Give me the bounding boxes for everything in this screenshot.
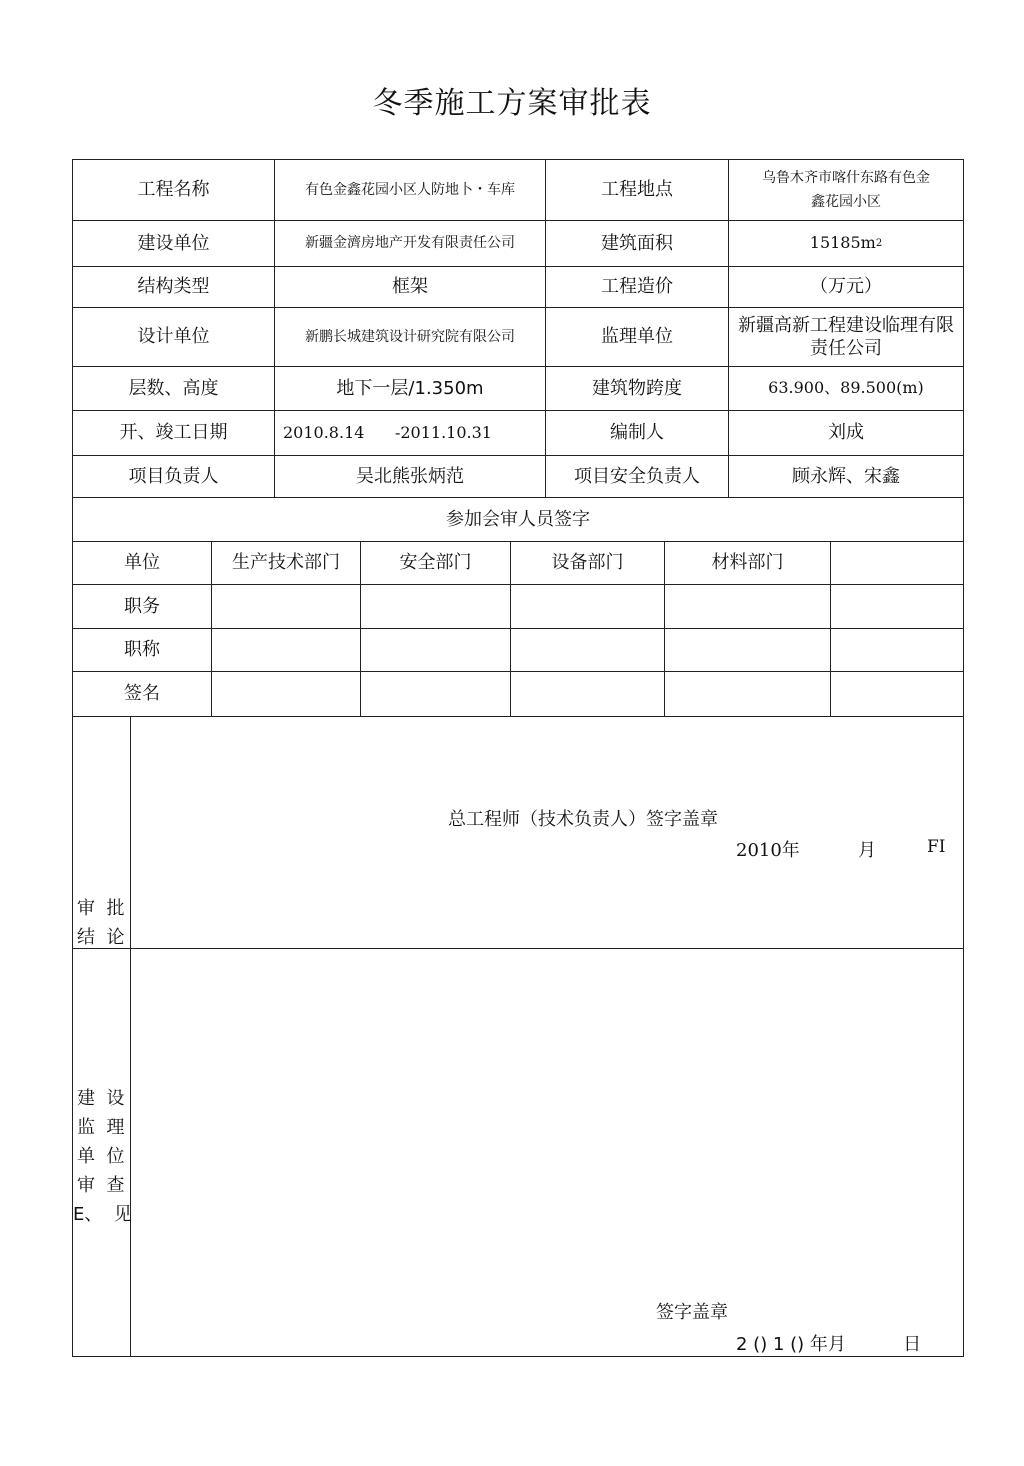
review-header-safety: 安全部门 [360,541,511,585]
review-row-signature-label: 签名 [72,671,212,717]
review-header-blank [830,541,964,585]
approval-content-cell [130,716,964,949]
supervisor-label: 监理单位 [545,307,729,367]
supervision-content-cell [130,948,964,1357]
review-cell [664,628,831,672]
page-title: 冬季施工方案审批表 [372,86,652,121]
floors-value: 地下一层/1.350m [274,366,546,411]
builder-value: 新疆金濟房地产开发有限责任公司 [274,220,546,267]
review-cell [830,671,964,717]
review-cell [360,584,511,629]
review-cell [360,628,511,672]
compiler-value: 刘成 [728,410,964,456]
supervision-date: 2 () 1 () 年月 日 [736,1334,922,1355]
location-line-2: 鑫花园小区 [811,194,881,210]
project-name-value: 有色金鑫花园小区人防地卜・车库 [274,159,546,221]
review-cell [830,628,964,672]
approval-label-line-2: 结 论 [77,927,125,948]
location-label: 工程地点 [545,159,729,221]
approval-day: FI [927,837,946,857]
pm-label: 项目负责人 [72,455,275,498]
supervision-label-line-3: 单 位 [77,1146,125,1167]
compiler-label: 编制人 [545,410,729,456]
supervisor-line-2: 责任公司 [810,338,882,359]
review-row-position-label: 职务 [72,584,212,629]
review-header-equipment: 设备部门 [510,541,665,585]
review-header-unit: 单位 [72,541,212,585]
review-cell [664,671,831,717]
approval-label-line-1: 审 批 [77,898,125,919]
cost-label: 工程造价 [545,266,729,308]
builder-label: 建设单位 [72,220,275,267]
designer-label: 设计单位 [72,307,275,367]
review-cell [211,671,361,717]
span-label: 建筑物跨度 [545,366,729,411]
approval-month: 月 [858,840,876,861]
area-number: 15185m [809,233,876,253]
pm-value: 吴北熊张炳范 [274,455,546,498]
floors-label: 层数、高度 [72,366,275,411]
area-superscript: 2 [875,238,883,249]
dates-value: 2010.8.14 -2011.10.31 [274,410,546,456]
approval-signature-label: 总工程师（技术负责人）签字盖章 [448,809,718,830]
review-cell [510,628,665,672]
review-header-tech: 生产技术部门 [211,541,361,585]
review-cell [360,671,511,717]
structure-value: 框架 [274,266,546,308]
supervisor-line-1: 新疆高新工程建设临理有限 [738,314,954,336]
review-section-title: 参加会审人员签字 [72,497,964,542]
supervision-label-line-4: 审 查 [77,1175,125,1196]
review-cell [211,628,361,672]
supervision-label-line-2: 监 理 [77,1117,125,1138]
review-cell [830,584,964,629]
approval-year: 2010年 [736,840,800,861]
area-value [728,220,964,267]
safety-value: 顾永辉、宋鑫 [728,455,964,498]
span-value: 63.900、89.500(m) [728,366,964,411]
location-value [728,159,964,221]
designer-value: 新鹏长城建筑设计研究院有限公司 [274,307,546,367]
location-line-1: 乌鲁木齐市喀什东路有色金 [762,169,930,186]
review-cell [211,584,361,629]
supervisor-value [728,307,964,367]
supervision-label-line-5: E、 见 [73,1204,132,1225]
dates-label: 开、竣工日期 [72,410,275,456]
review-row-title-label: 职称 [72,628,212,672]
review-cell [664,584,831,629]
review-cell [510,584,665,629]
cost-value: （万元） [728,266,964,308]
review-header-material: 材料部门 [664,541,831,585]
supervision-signature-label: 签字盖章 [656,1302,728,1323]
area-label: 建筑面积 [545,220,729,267]
review-cell [510,671,665,717]
safety-label: 项目安全负责人 [545,455,729,498]
structure-label: 结构类型 [72,266,275,308]
supervision-label-line-1: 建 设 [77,1088,125,1109]
project-name-label: 工程名称 [72,159,275,221]
